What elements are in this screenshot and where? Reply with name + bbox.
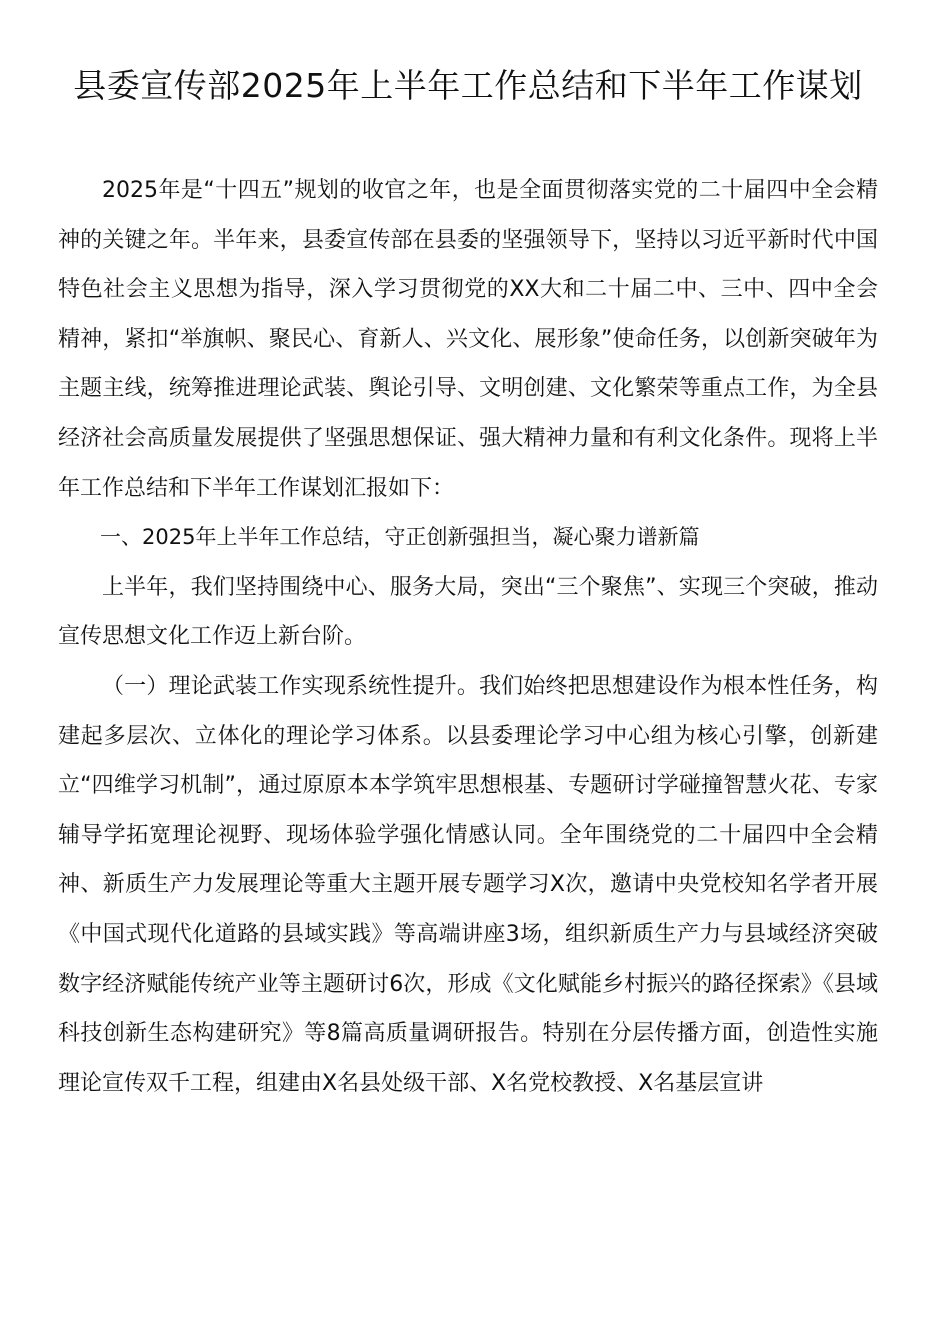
document-title: 县委宣传部2025年上半年工作总结和下半年工作谋划	[73, 66, 863, 105]
section-heading-1: 一、2025年上半年工作总结，守正创新强担当，凝心聚力谱新篇	[100, 525, 700, 550]
theory-work-paragraph: （一）理论武装工作实现系统性提升。我们始终把思想建设作为根本性任务，构建起多层次、立体化的理论学习体系。以县委理论学习中心组为核心引擎，创新建立“四维学习机制”，通过原原本本学筑牢思想根基、专题研讨学碰撞智慧火花、专家辅导学拓宽理论视野、现场体验学强化情感认同。全年围绕党的二十届四中全会精神、新质生产力发展理论等重大主题开展专题学习X次，邀请中央党校知名学者开展《中国式现代化道路的县域实践》等高端讲座3场，组织新质生产力与县域经济突破数字经济赋能传统产业等主题研讨6次，形成《文化赋能乡村振兴的路径探索》《县域科技创新生态构建研究》等8篇高质量调研报告。特别在分层传播方面，创造性实施理论宣传双千工程，组建由X名县处级干部、X名党校教授、X名基层宣讲	[58, 673, 878, 1096]
intro-paragraph: 2025年是“十四五”规划的收官之年，也是全面贯彻落实党的二十届四中全会精神的关键之年。半年来，县委宣传部在县委的坚强领导下，坚持以习近平新时代中国特色社会主义思想为指导，深入学习贯彻党的XX大和二十届二中、三中、四中全会精神，紧扣“举旗帜、聚民心、育新人、兴文化、展形象”使命任务，以创新突破年为主题主线，统筹推进理论武装、舆论引导、文明创建、文化繁荣等重点工作，为全县经济社会高质量发展提供了坚强思想保证、强大精神力量和有利文化条件。现将上半年工作总结和下半年工作谋划汇报如下：	[58, 178, 878, 501]
document-body	[58, 166, 878, 1108]
section-summary-paragraph: 上半年，我们坚持围绕中心、服务大局，突出“三个聚焦”、实现三个突破，推动宣传思想文化工作迈上新台阶。	[58, 574, 878, 650]
document-page	[58, 60, 878, 1108]
